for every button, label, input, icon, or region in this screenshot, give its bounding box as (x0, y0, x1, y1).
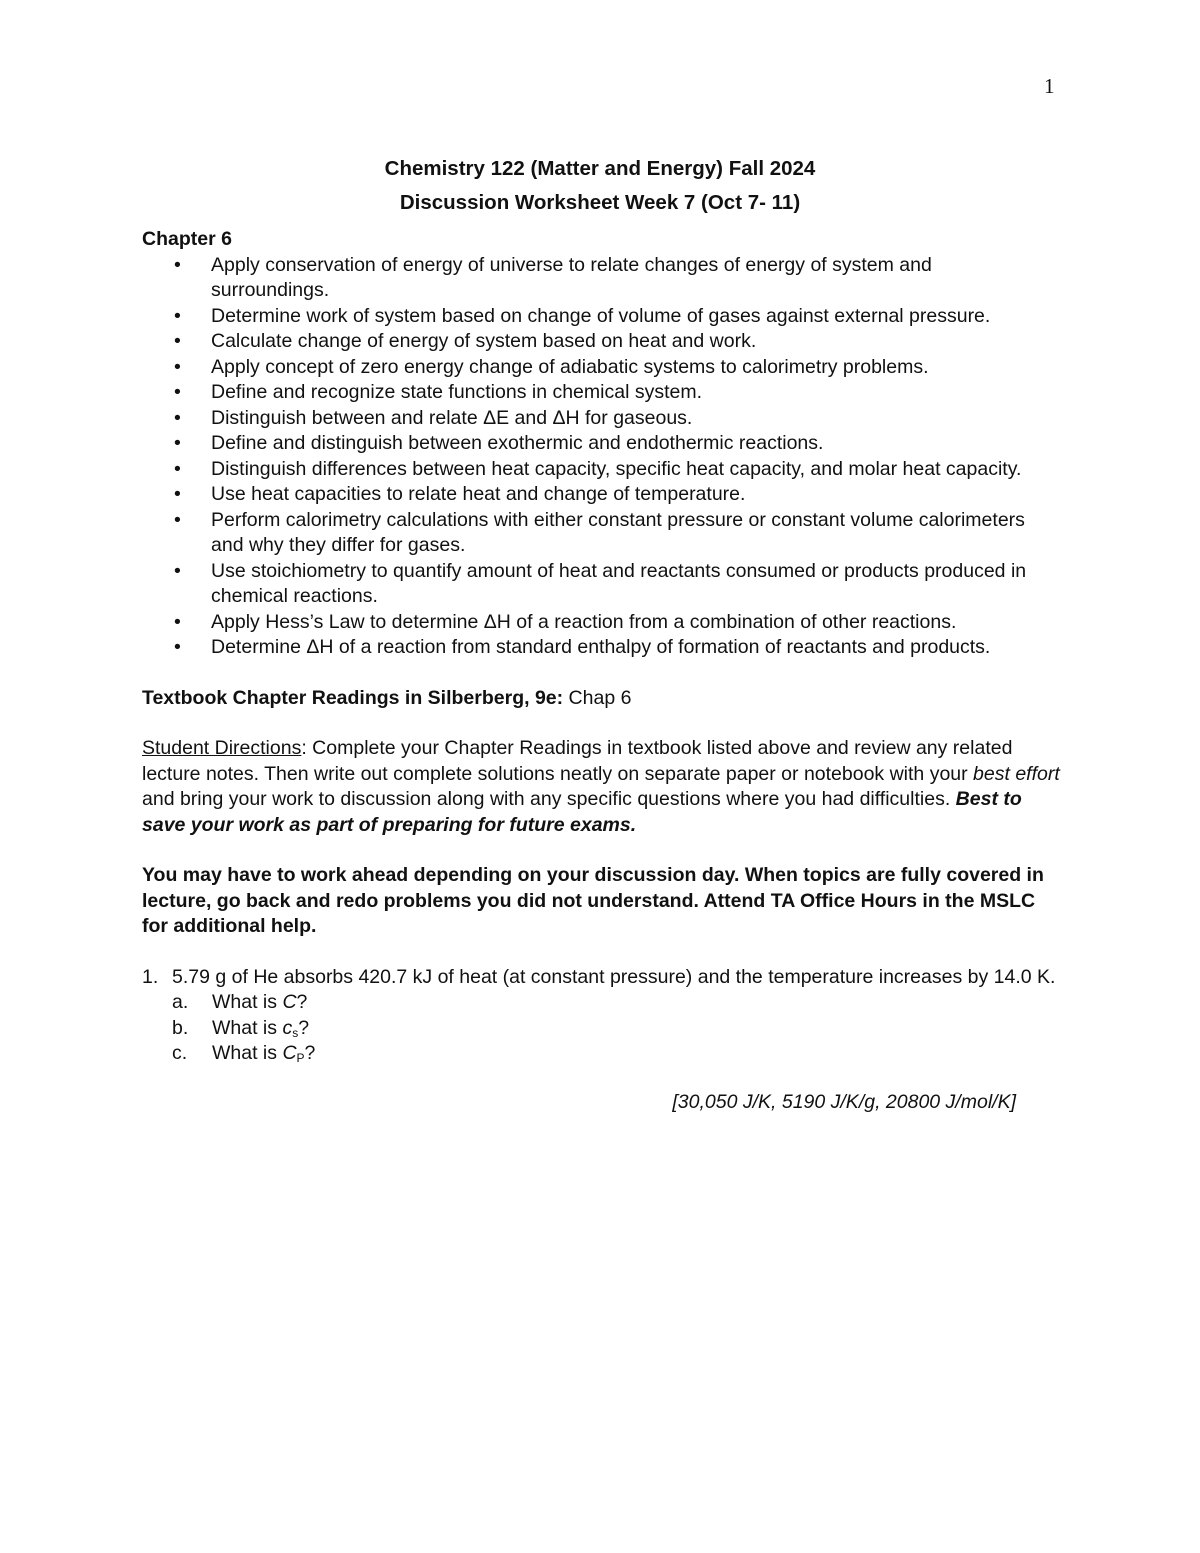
directions-italic: best effort (973, 762, 1060, 785)
bullet-icon: • (174, 304, 181, 327)
worksheet-subtitle: Discussion Worksheet Week 7 (Oct 7- 11) (399, 191, 801, 214)
subpart-suffix: ? (298, 1016, 310, 1039)
objective-item (142, 304, 1062, 330)
course-title: Chemistry 122 (Matter and Energy) Fall 2024 (384, 157, 816, 180)
bullet-icon: • (174, 508, 181, 531)
subpart-suffix: ? (304, 1042, 316, 1064)
subpart-item (172, 1041, 1062, 1067)
objective-item (142, 508, 1062, 559)
problem-number: 1. (142, 965, 159, 988)
bullet-icon: • (174, 253, 181, 276)
subpart-symbol: C (282, 1042, 297, 1064)
directions-text-1: Complete your Chapter Readings in textbook listed above and review any related lecture notes. Then write out complete solutions neatly on separate paper or notebook with your (142, 737, 1013, 785)
objective-item (142, 635, 1062, 661)
work-ahead-notice: You may have to work ahead depending on your discussion day. When topics are fully covered in lecture, go back and redo problems you did not understand. Attend TA Office Hours in the MSLC for additional help. (142, 864, 1044, 937)
objective-text: Use heat capacities to relate heat and change of temperature. (211, 483, 746, 505)
subpart-letter: a. (172, 991, 189, 1013)
objective-item (142, 406, 1062, 432)
readings-value: Chap 6 (563, 686, 632, 709)
problem-1 (142, 965, 1062, 1067)
bullet-icon: • (174, 610, 181, 633)
bullet-icon: • (174, 559, 181, 582)
objective-item (142, 380, 1062, 406)
objective-item (142, 482, 1062, 508)
directions-label: Student Directions (142, 737, 302, 759)
bullet-icon: • (174, 457, 181, 480)
objective-text: Distinguish differences between heat capacity, specific heat capacity, and molar heat capacity. (211, 457, 1022, 480)
objective-text: Perform calorimetry calculations with either constant pressure or constant volume calorimeters and why they differ for gases. (211, 508, 1025, 556)
page-number: 1 (1044, 74, 1055, 98)
objective-text: Apply concept of zero energy change of adiabatic systems to calorimetry problems. (211, 355, 929, 378)
textbook-readings (142, 686, 1062, 712)
objective-item (142, 457, 1062, 483)
objective-text: Calculate change of energy of system based on heat and work. (211, 330, 757, 352)
objective-item (142, 559, 1062, 610)
subpart-symbol: C (282, 991, 297, 1013)
bullet-icon: • (174, 636, 181, 658)
objective-text: Apply Hess’s Law to determine ΔH of a reaction from a combination of other reactions. (211, 610, 957, 633)
objective-item (142, 253, 1062, 304)
objective-text: Distinguish between and relate ΔE and ΔH for gaseous. (211, 406, 693, 429)
subpart-letter: b. (172, 1016, 189, 1039)
bullet-icon: • (174, 406, 181, 429)
worksheet-body (142, 227, 1062, 1115)
learning-objectives-list (142, 253, 1062, 661)
subpart-item (172, 990, 1062, 1016)
objective-text: Apply conservation of energy of universe to relate changes of energy of system and surroundings. (211, 253, 932, 301)
directions-text-2: and bring your work to discussion along with any specific questions where you had difficulties. (142, 788, 956, 810)
subpart-suffix: ? (296, 991, 308, 1013)
objective-item (142, 431, 1062, 457)
subpart-symbol: c (282, 1016, 293, 1039)
subpart-subscript: s (292, 1025, 299, 1040)
bullet-icon: • (174, 355, 181, 378)
subpart-prefix: What is (212, 991, 283, 1013)
subpart-letter: c. (172, 1042, 188, 1064)
objective-text: Define and recognize state functions in chemical system. (211, 381, 702, 403)
directions-colon: : (301, 737, 307, 759)
subpart-item (172, 1016, 1062, 1042)
bullet-icon: • (174, 330, 181, 352)
subpart-subscript: P (296, 1051, 305, 1065)
objective-text: Determine ΔH of a reaction from standard enthalpy of formation of reactants and products. (211, 636, 991, 658)
objective-text: Determine work of system based on change of volume of gases against external pressure. (211, 304, 991, 327)
directions-bold-italic: Best to save your work as part of preparing for future exams. (142, 788, 1022, 836)
objective-item (142, 329, 1062, 355)
objective-text: Define and distinguish between exothermic and endothermic reactions. (211, 432, 824, 454)
bullet-icon: • (174, 483, 181, 505)
objective-item (142, 610, 1062, 636)
problem-subparts (172, 990, 1062, 1067)
readings-label: Textbook Chapter Readings in Silberberg, 9e: (142, 686, 564, 709)
problem-1-answer: [30,050 J/K, 5190 J/K/g, 20800 J/mol/K] (672, 1090, 1016, 1113)
bullet-icon: • (174, 381, 181, 403)
subpart-prefix: What is (212, 1042, 283, 1064)
student-directions (142, 736, 1062, 838)
objective-item (142, 355, 1062, 381)
problem-text: 5.79 g of He absorbs 420.7 kJ of heat (at constant pressure) and the temperature increases by 14.0 K. (172, 965, 1056, 988)
chapter-heading: Chapter 6 (142, 228, 232, 250)
bullet-icon: • (174, 432, 181, 454)
worksheet-header (0, 152, 1200, 220)
subpart-prefix: What is (212, 1016, 283, 1039)
objective-text: Use stoichiometry to quantify amount of heat and reactants consumed or products produced in chemical reactions. (211, 559, 1027, 607)
